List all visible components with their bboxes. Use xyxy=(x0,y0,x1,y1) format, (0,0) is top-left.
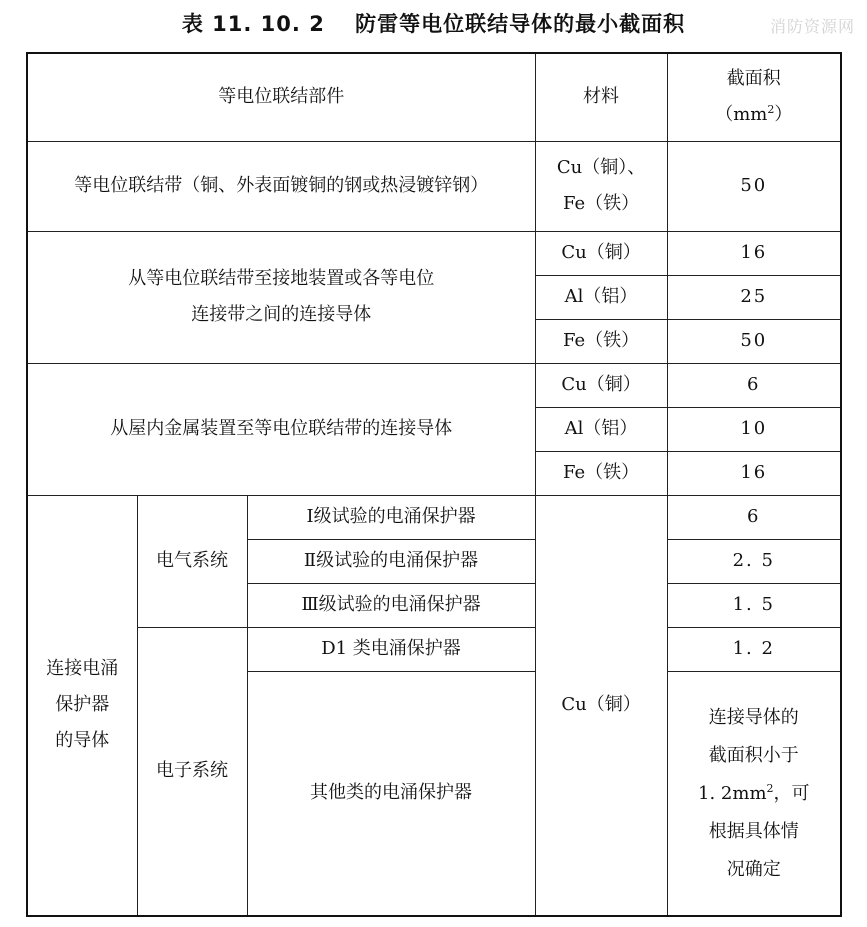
header-row xyxy=(27,53,841,141)
note-line1: 连接导体的 xyxy=(708,706,799,728)
device-cell: D1 类电涌保护器 xyxy=(247,628,535,672)
table-row xyxy=(27,628,841,672)
header-unit-sup: 2 xyxy=(767,103,775,117)
area-cell: 6 xyxy=(667,363,841,407)
spd-label-line1: 连接电涌 xyxy=(46,658,119,680)
area-cell: 16 xyxy=(667,231,841,275)
other-spd-note xyxy=(667,672,841,916)
note-line4: 根据具体情 xyxy=(708,820,799,842)
area-cell: 50 xyxy=(667,319,841,363)
bar-to-earth-component xyxy=(27,231,535,363)
area-cell: 1. 5 xyxy=(667,584,841,628)
device-cell: Ⅰ级试验的电涌保护器 xyxy=(247,495,535,539)
area-cell: 6 xyxy=(667,495,841,539)
metal-to-bar-component: 从屋内金属装置至等电位联结带的连接导体 xyxy=(27,363,535,495)
bonding-bar-material-line1: Cu（铜）、 xyxy=(556,157,646,179)
area-cell: 10 xyxy=(667,407,841,451)
note-line5: 况确定 xyxy=(726,858,781,880)
header-area-line2 xyxy=(672,97,837,133)
table-row xyxy=(27,141,841,231)
material-cell: Cu（铜） xyxy=(535,363,667,407)
bar-to-earth-line2: 连接带之间的连接导体 xyxy=(191,304,372,326)
table-row xyxy=(27,363,841,407)
table-row xyxy=(27,495,841,539)
spd-conductor-label xyxy=(27,495,137,916)
area-cell: 16 xyxy=(667,451,841,495)
header-unit-pre: （mm xyxy=(715,104,768,126)
note-line3-post: ，可 xyxy=(773,782,810,804)
note-line2: 截面积小于 xyxy=(708,744,799,766)
material-cell: Al（铝） xyxy=(535,275,667,319)
material-cell: Fe（铁） xyxy=(535,451,667,495)
spd-label-line3: 的导体 xyxy=(55,730,110,752)
device-cell: Ⅱ级试验的电涌保护器 xyxy=(247,540,535,584)
area-cell: 2. 5 xyxy=(667,540,841,584)
bonding-bar-material xyxy=(535,141,667,231)
header-area xyxy=(667,53,841,141)
electronic-system-label: 电子系统 xyxy=(137,628,247,916)
area-cell: 1. 2 xyxy=(667,628,841,672)
spd-label-line2: 保护器 xyxy=(55,694,110,716)
bonding-bar-area: 50 xyxy=(667,141,841,231)
note-line3-pre: 1. 2mm xyxy=(698,782,767,804)
bonding-bar-material-line2: Fe（铁） xyxy=(562,193,640,215)
material-cell: Fe（铁） xyxy=(535,319,667,363)
bonding-bar-component: 等电位联结带（铜、外表面镀铜的钢或热浸镀锌钢） xyxy=(27,141,535,231)
cross-section-table xyxy=(26,52,842,917)
device-cell: Ⅲ级试验的电涌保护器 xyxy=(247,584,535,628)
header-component: 等电位联结部件 xyxy=(27,53,535,141)
area-cell: 25 xyxy=(667,275,841,319)
material-cell: Cu（铜） xyxy=(535,231,667,275)
header-area-line1: 截面积 xyxy=(726,68,781,90)
note-line3-sup: 2 xyxy=(766,781,774,795)
table-row xyxy=(27,231,841,275)
bar-to-earth-line1: 从等电位联结带至接地装置或各等电位 xyxy=(128,268,435,290)
note-line3 xyxy=(672,775,837,813)
header-material: 材料 xyxy=(535,53,667,141)
header-unit-post: ） xyxy=(774,104,793,126)
spd-material: Cu（铜） xyxy=(535,495,667,916)
watermark: 消防资源网 xyxy=(769,17,855,36)
electrical-system-label: 电气系统 xyxy=(137,495,247,627)
table-title: 表 11. 10. 2 防雷等电位联结导体的最小截面积 xyxy=(181,12,686,36)
material-cell: Al（铝） xyxy=(535,407,667,451)
device-cell: 其他类的电涌保护器 xyxy=(247,672,535,916)
